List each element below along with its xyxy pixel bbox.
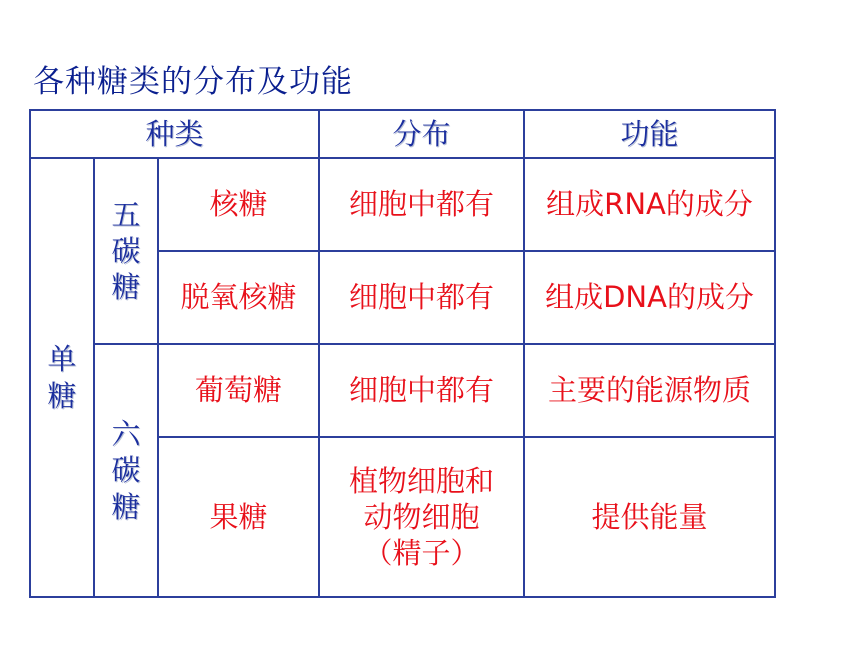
- sugar-distribution: [319, 437, 524, 597]
- sugar-distribution: 细胞中都有: [319, 344, 524, 437]
- distribution-line: （精子）: [363, 536, 480, 571]
- category-char: 五: [111, 197, 141, 232]
- distribution-line: 动物细胞: [363, 499, 480, 534]
- sugar-distribution: 细胞中都有: [319, 158, 524, 251]
- category-pentose: [94, 158, 158, 344]
- sugar-name: 脱氧核糖: [158, 251, 319, 344]
- category-char: 碳: [111, 233, 141, 268]
- sugar-name: 果糖: [158, 437, 319, 597]
- category-label: [31, 341, 93, 414]
- sugar-function: 主要的能源物质: [524, 344, 775, 437]
- category-char: 六: [111, 417, 141, 452]
- category-hexose: [94, 344, 158, 597]
- table-row: [30, 344, 775, 437]
- header-kind: 种类: [30, 110, 319, 158]
- sugar-name: 葡萄糖: [158, 344, 319, 437]
- page-title: 各种糖类的分布及功能: [33, 64, 353, 100]
- header-row: [30, 110, 775, 158]
- header-distribution: 分布: [319, 110, 524, 158]
- sugar-function: 组成RNA的成分: [524, 158, 775, 251]
- sugar-table: [29, 109, 776, 598]
- sugar-function: 提供能量: [524, 437, 775, 597]
- category-char: 糖: [47, 378, 77, 413]
- category-char: 碳: [111, 453, 141, 488]
- sugar-name: 核糖: [158, 158, 319, 251]
- category-char: 糖: [111, 489, 141, 524]
- sugar-function: 组成DNA的成分: [524, 251, 775, 344]
- category-char: 单: [47, 342, 77, 377]
- distribution-line: 植物细胞和: [349, 463, 495, 498]
- category-label: [95, 416, 157, 525]
- category-char: 糖: [111, 270, 141, 305]
- header-function: 功能: [524, 110, 775, 158]
- sugar-distribution: 细胞中都有: [319, 251, 524, 344]
- category-monosaccharide: [30, 158, 94, 597]
- category-label: [95, 197, 157, 306]
- table-row: [30, 158, 775, 251]
